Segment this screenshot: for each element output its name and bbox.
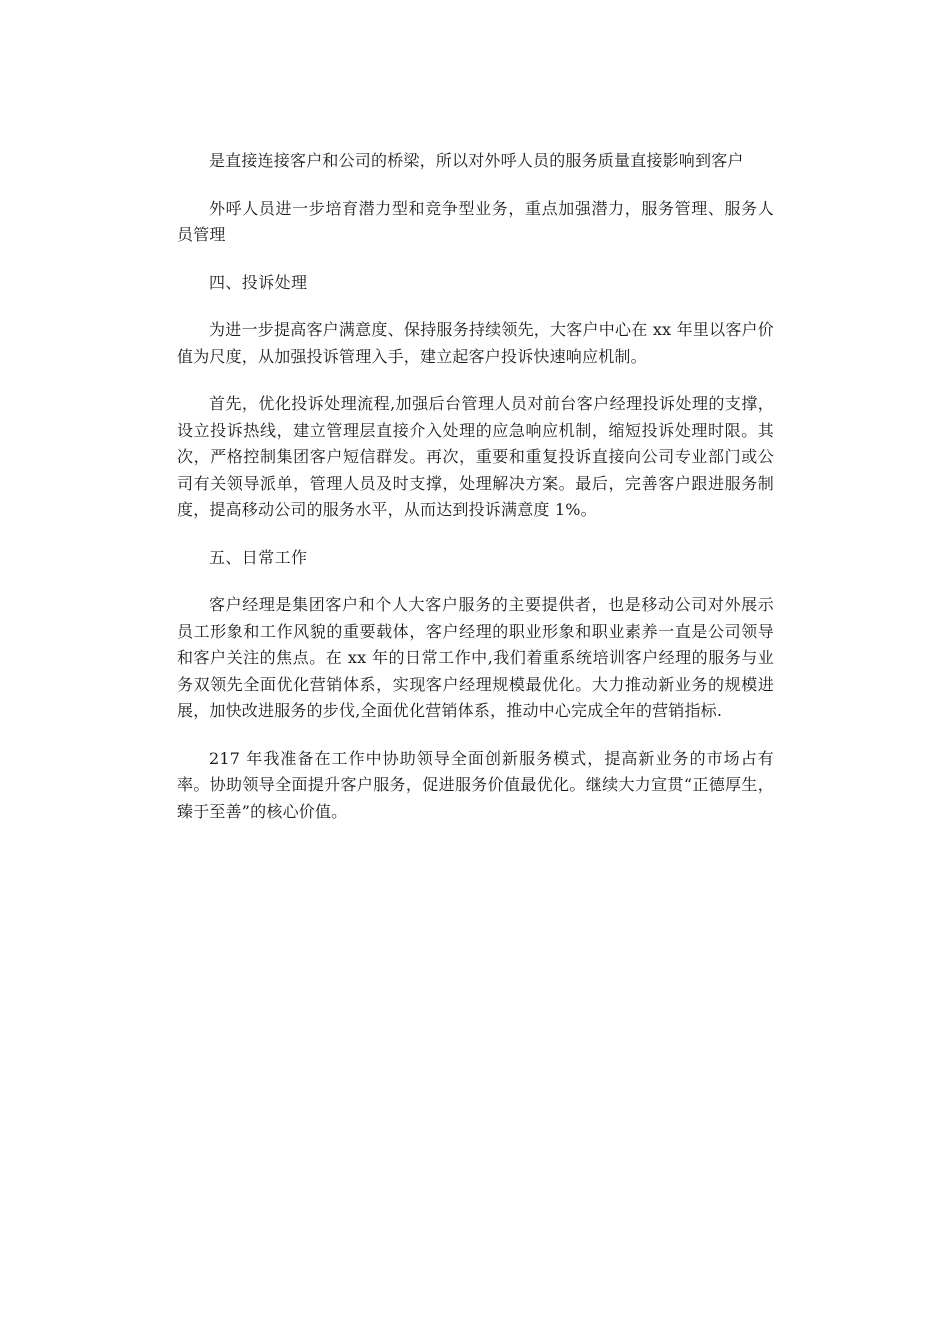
document-body: [177, 148, 774, 825]
paragraph-daily-work: 客户经理是集团客户和个人大客户服务的主要提供者，也是移动公司对外展示员工形象和工作风貌的重要载体，客户经理的职业形象和职业素养一直是公司领导和客户关注的焦点。在 xx 年的日常工作中,我们着重系统培训客户经理的服务与业务双领先全面优化营销体系，实现客户经理规模最优化。大力推动新业务的规模进展，加快改进服务的步伐,全面优化营销体系，推动中心完成全年的营销指标.: [177, 595, 774, 720]
paragraph-outbound-staff: 外呼人员进一步培育潜力型和竞争型业务，重点加强潜力，服务管理、服务人员管理: [177, 198, 774, 244]
paragraph-intro-continuation: 是直接连接客户和公司的桥梁，所以对外呼人员的服务质量直接影响到客户: [209, 151, 744, 170]
section-heading-daily-work: 五、日常工作: [209, 547, 308, 567]
paragraph-plan: 217 年我准备在工作中协助领导全面创新服务模式，提高新业务的市场占有率。协助领导全面提升客户服务，促进服务价值最优化。继续大力宣贯“正德厚生，臻于至善”的核心价值。: [177, 748, 774, 821]
paragraph-complaints-measures: 首先，优化投诉处理流程,加强后台管理人员对前台客户经理投诉处理的支撑，设立投诉热线，建立管理层直接介入处理的应急响应机制，缩短投诉处理时限。其次，严格控制集团客户短信群发。再次，重要和重复投诉直接向公司专业部门或公司有关领导派单，管理人员及时支撑，处理解决方案。最后，完善客户跟进服务制度，提高移动公司的服务水平，从而达到投诉满意度 1%。: [177, 394, 774, 519]
section-heading-complaints: 四、投诉处理: [209, 272, 308, 292]
paragraph-complaints-intro: 为进一步提高客户满意度、保持服务持续领先，大客户中心在 xx 年里以客户价值为尺度，从加强投诉管理入手，建立起客户投诉快速响应机制。: [177, 320, 774, 366]
